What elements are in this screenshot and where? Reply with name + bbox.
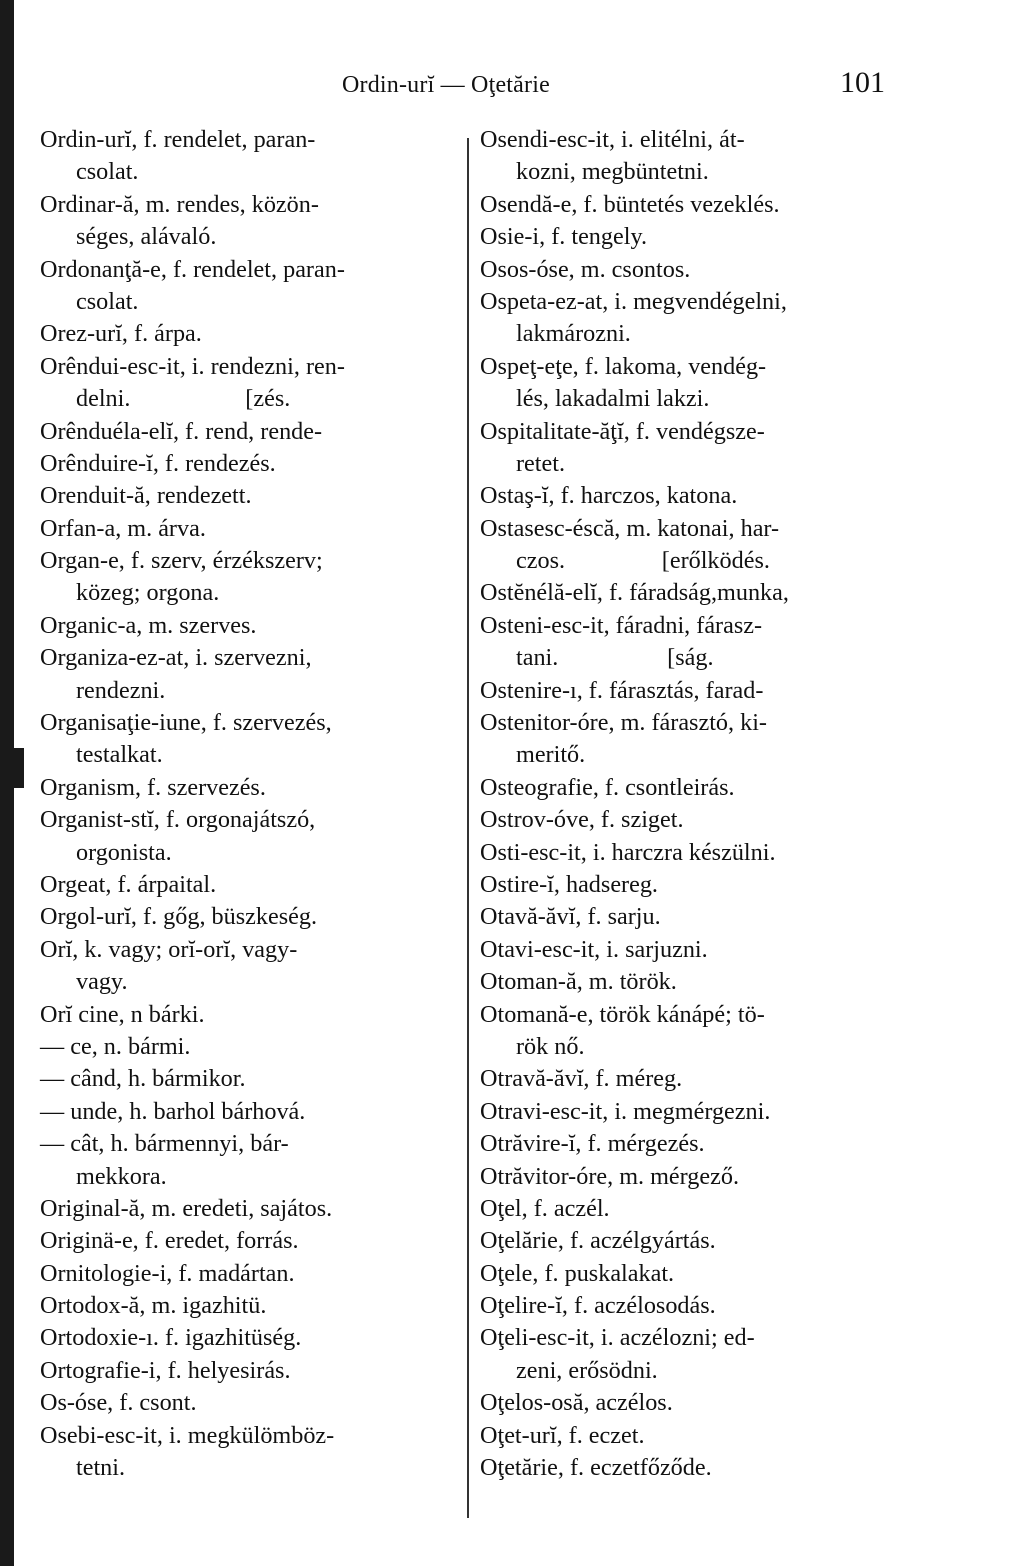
right-column-line: Ostenire-ı, f. fárasztás, farad- bbox=[480, 676, 764, 704]
left-column-line: Original-ă, m. eredeti, sajátos. bbox=[40, 1194, 333, 1222]
running-title: Ordin-urĭ — Oţetărie bbox=[342, 72, 550, 98]
right-column-line: Oţelos-osă, aczélos. bbox=[480, 1389, 673, 1417]
left-column-line: Organ-e, f. szerv, érzékszerv; bbox=[40, 547, 323, 575]
left-column-line: Originä-e, f. eredet, forrás. bbox=[40, 1227, 299, 1255]
page-header bbox=[0, 62, 1024, 112]
right-column-line: Osti-esc-it, i. harczra készülni. bbox=[480, 838, 776, 866]
right-column-line: Osos-óse, m. csontos. bbox=[480, 255, 691, 283]
page-number: 101 bbox=[840, 66, 885, 99]
left-column-line: delni. [zés. bbox=[76, 385, 291, 413]
left-column-line: Ortodoxie-ı. f. igazhitüség. bbox=[40, 1324, 302, 1352]
right-column-line: Osie-i, f. tengely. bbox=[480, 223, 648, 251]
left-column-line: Ortodox-ă, m. igazhitü. bbox=[40, 1292, 267, 1320]
left-column-line: Orez-urĭ, f. árpa. bbox=[40, 320, 202, 348]
right-column-line: Ostasesc-éscă, m. katonai, har- bbox=[480, 514, 780, 542]
right-column-line: retet. bbox=[516, 449, 566, 477]
right-column-line: Ospeţ-eţe, f. lakoma, vendég- bbox=[480, 352, 767, 380]
right-column-line: Ostrov-óve, f. sziget. bbox=[480, 806, 684, 834]
right-column-line: czos. [erőlködés. bbox=[516, 547, 770, 575]
left-column-line: Osebi-esc-it, i. megkülömböz- bbox=[40, 1421, 335, 1449]
left-column-line: testalkat. bbox=[76, 741, 163, 769]
left-column-line: Organic-a, m. szerves. bbox=[40, 611, 257, 639]
right-column-line: Oţetărie, f. eczetfőződe. bbox=[480, 1454, 712, 1482]
left-column-line: séges, alávaló. bbox=[76, 223, 217, 251]
left-column-line: — când, h. bármikor. bbox=[40, 1065, 246, 1093]
right-column-line: Otomană-e, török kánápé; tö- bbox=[480, 1000, 765, 1028]
left-column-line: tetni. bbox=[76, 1454, 126, 1482]
right-column-line: Otrăvitor-óre, m. mérgező. bbox=[480, 1162, 739, 1190]
left-column-line: Orfan-a, m. árva. bbox=[40, 514, 206, 542]
left-column-line: Organisaţie-iune, f. szervezés, bbox=[40, 709, 332, 737]
right-column-line: tani. [ság. bbox=[516, 644, 714, 672]
left-column-line: Ordinar-ă, m. rendes, közön- bbox=[40, 190, 319, 218]
right-column-line: Otravi-esc-it, i. megmérgezni. bbox=[480, 1097, 771, 1125]
right-column-line: Ospeta-ez-at, i. megvendégelni, bbox=[480, 287, 787, 315]
left-column-line: rendezni. bbox=[76, 676, 166, 704]
left-column-line: Ordonanţă-e, f. rendelet, paran- bbox=[40, 255, 345, 283]
right-column-line: Osendă-e, f. büntetés vezeklés. bbox=[480, 190, 780, 218]
left-column-line: Organist-stĭ, f. orgonajátszó, bbox=[40, 806, 316, 834]
right-column-line: Ospitalitate-ăţĭ, f. vendégsze- bbox=[480, 417, 765, 445]
right-column-line: lés, lakadalmi lakzi. bbox=[516, 385, 710, 413]
right-column-line: Osendi-esc-it, i. elitélni, át- bbox=[480, 126, 745, 153]
left-column-line: Organiza-ez-at, i. szervezni, bbox=[40, 644, 312, 672]
right-column-line: zeni, erősödni. bbox=[516, 1356, 658, 1384]
right-column-line: Ostĕnélă-elĭ, f. fáradság,munka, bbox=[480, 579, 789, 607]
right-column-line: Oţelire-ĭ, f. aczélosodás. bbox=[480, 1292, 716, 1320]
left-column-line: mekkora. bbox=[76, 1162, 167, 1190]
column-divider bbox=[467, 138, 469, 1518]
page-edge-mark bbox=[0, 748, 24, 788]
left-column-line: vagy. bbox=[76, 968, 128, 996]
left-column-line: Orĭ, k. vagy; orĭ-orĭ, vagy- bbox=[40, 935, 298, 963]
right-column-line: Oţel, f. aczél. bbox=[480, 1194, 610, 1222]
left-column-line: Orenduit-ă, rendezett. bbox=[40, 482, 252, 510]
right-column-line: Otrăvire-ĭ, f. mérgezés. bbox=[480, 1130, 705, 1158]
right-column-line: kozni, megbüntetni. bbox=[516, 158, 709, 186]
left-column-line: — cât, h. bármennyi, bár- bbox=[40, 1130, 289, 1158]
left-column bbox=[40, 124, 456, 1484]
left-column-line: Orĭ cine, n bárki. bbox=[40, 1000, 205, 1028]
right-column-line: Otavă-ăvĭ, f. sarju. bbox=[480, 903, 661, 931]
right-column-line: Oţele, f. puskalakat. bbox=[480, 1259, 675, 1287]
left-column-line: — ce, n. bármi. bbox=[40, 1032, 191, 1060]
right-column-line: Otavi-esc-it, i. sarjuzni. bbox=[480, 935, 708, 963]
right-column-line: Otoman-ă, m. török. bbox=[480, 968, 677, 996]
right-column-line: Otravă-ăvĭ, f. méreg. bbox=[480, 1065, 683, 1093]
right-column-line: Oţelărie, f. aczélgyártás. bbox=[480, 1227, 716, 1255]
right-column-line: Ostenitor-óre, m. fárasztó, ki- bbox=[480, 709, 767, 737]
right-column-line: rök nő. bbox=[516, 1032, 585, 1060]
left-column-line: Organism, f. szervezés. bbox=[40, 773, 266, 801]
left-column-line: közeg; orgona. bbox=[76, 579, 220, 607]
left-column-line: Os-óse, f. csont. bbox=[40, 1389, 197, 1417]
left-column-line: Orênduire-ĭ, f. rendezés. bbox=[40, 449, 276, 477]
left-column-line: Ordin-urĭ, f. rendelet, paran- bbox=[40, 126, 316, 153]
left-column-line: csolat. bbox=[76, 287, 139, 315]
left-column-line: csolat. bbox=[76, 158, 139, 186]
left-column-line: Orgeat, f. árpaital. bbox=[40, 870, 217, 898]
left-column-line: orgonista. bbox=[76, 838, 172, 866]
right-column-line: Oţet-urĭ, f. eczet. bbox=[480, 1421, 645, 1449]
left-column-line: Orênduéla-elĭ, f. rend, rende- bbox=[40, 417, 323, 445]
right-column-line: Osteografie, f. csontleirás. bbox=[480, 773, 735, 801]
left-column-line: Ortografie-i, f. helyesirás. bbox=[40, 1356, 291, 1384]
left-column-line: Orgol-urĭ, f. gőg, büszkeség. bbox=[40, 903, 317, 931]
right-column-line: Oţeli-esc-it, i. aczélozni; ed- bbox=[480, 1324, 755, 1352]
left-column-line: Orêndui-esc-it, i. rendezni, ren- bbox=[40, 352, 345, 380]
right-column-line: Ostire-ĭ, hadsereg. bbox=[480, 870, 658, 898]
right-column bbox=[480, 124, 900, 1484]
right-column-line: Osteni-esc-it, fáradni, fárasz- bbox=[480, 611, 763, 639]
right-column-line: Ostaş-ĭ, f. harczos, katona. bbox=[480, 482, 738, 510]
left-column-line: — unde, h. barhol bárhová. bbox=[40, 1097, 306, 1125]
left-column-line: Ornitologie-i, f. madártan. bbox=[40, 1259, 295, 1287]
right-column-line: lakmározni. bbox=[516, 320, 631, 348]
right-column-line: meritő. bbox=[516, 741, 586, 769]
